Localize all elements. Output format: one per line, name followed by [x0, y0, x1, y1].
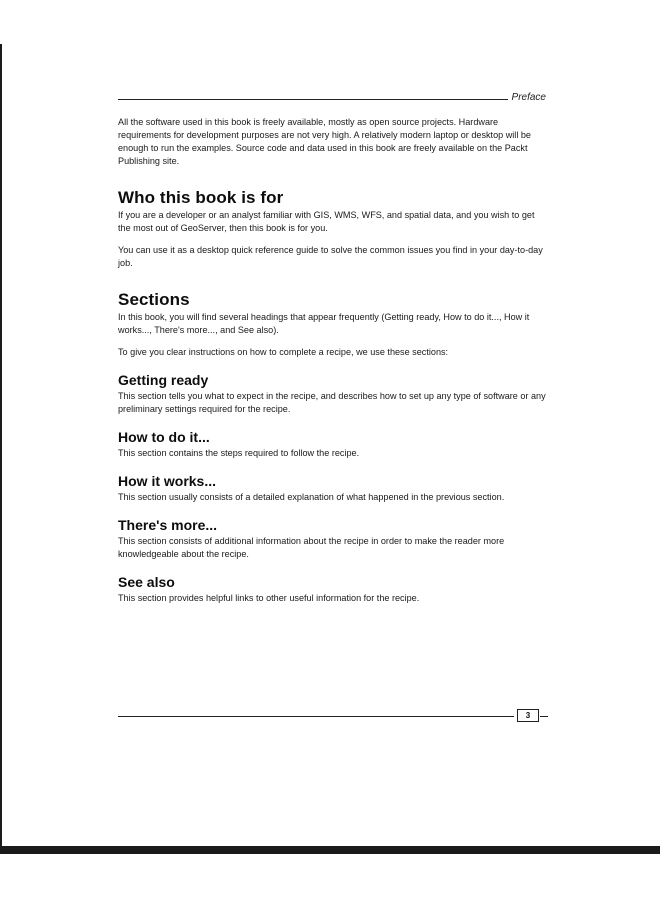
getting-ready-heading: Getting ready — [118, 372, 209, 388]
getting-ready-paragraph: This section tells you what to expect in the recipe, and describes how to set up any type of software or any preliminary settings required for the recipe. — [118, 391, 546, 414]
footer-rule-tail — [540, 716, 548, 717]
theres-more-heading: There's more... — [118, 517, 218, 533]
page-left-edge — [0, 44, 2, 848]
who-heading: Who this book is for — [118, 188, 284, 207]
how-works-paragraph: This section usually consists of a detailed explanation of what happened in the previous section. — [118, 492, 505, 502]
how-works-heading: How it works... — [118, 473, 217, 489]
bottom-border — [0, 846, 660, 854]
header-label: Preface — [511, 92, 546, 103]
how-to-paragraph: This section contains the steps required to follow the recipe. — [118, 448, 360, 458]
sections-heading: Sections — [118, 290, 190, 309]
see-also-paragraph: This section provides helpful links to other useful information for the recipe. — [118, 593, 420, 603]
sections-paragraph-2: To give you clear instructions on how to complete a recipe, we use these sections: — [118, 347, 449, 357]
who-paragraph-2: You can use it as a desktop quick reference guide to solve the common issues you find in your day-to-day job. — [118, 245, 543, 268]
theres-more-paragraph: This section consists of additional information about the recipe in order to make the reader more knowledgeable about the recipe. — [118, 536, 505, 559]
page-footer — [118, 708, 548, 726]
sections-paragraph-1: In this book, you will find several headings that appear frequently (Getting ready, How to do it..., How it works..., There's more..., and See also). — [118, 312, 530, 335]
how-to-heading: How to do it... — [118, 429, 210, 445]
page-number: 3 — [517, 709, 539, 722]
who-paragraph-1: If you are a developer or an analyst familiar with GIS, WMS, WFS, and spatial data, and you wish to get the most out of GeoServer, then this book is for you. — [118, 210, 535, 233]
see-also-heading: See also — [118, 574, 175, 590]
header-rule — [118, 99, 508, 100]
intro-paragraph: All the software used in this book is freely available, mostly as open source projects. Hardware requirements for development purposes are not very high. A relatively modern laptop or desktop will be enough to run the examples. Source code and data used in this book are freely available on the Packt Publishing site. — [118, 117, 531, 166]
document-page — [118, 90, 548, 605]
running-header — [118, 90, 548, 108]
footer-rule — [118, 716, 514, 717]
